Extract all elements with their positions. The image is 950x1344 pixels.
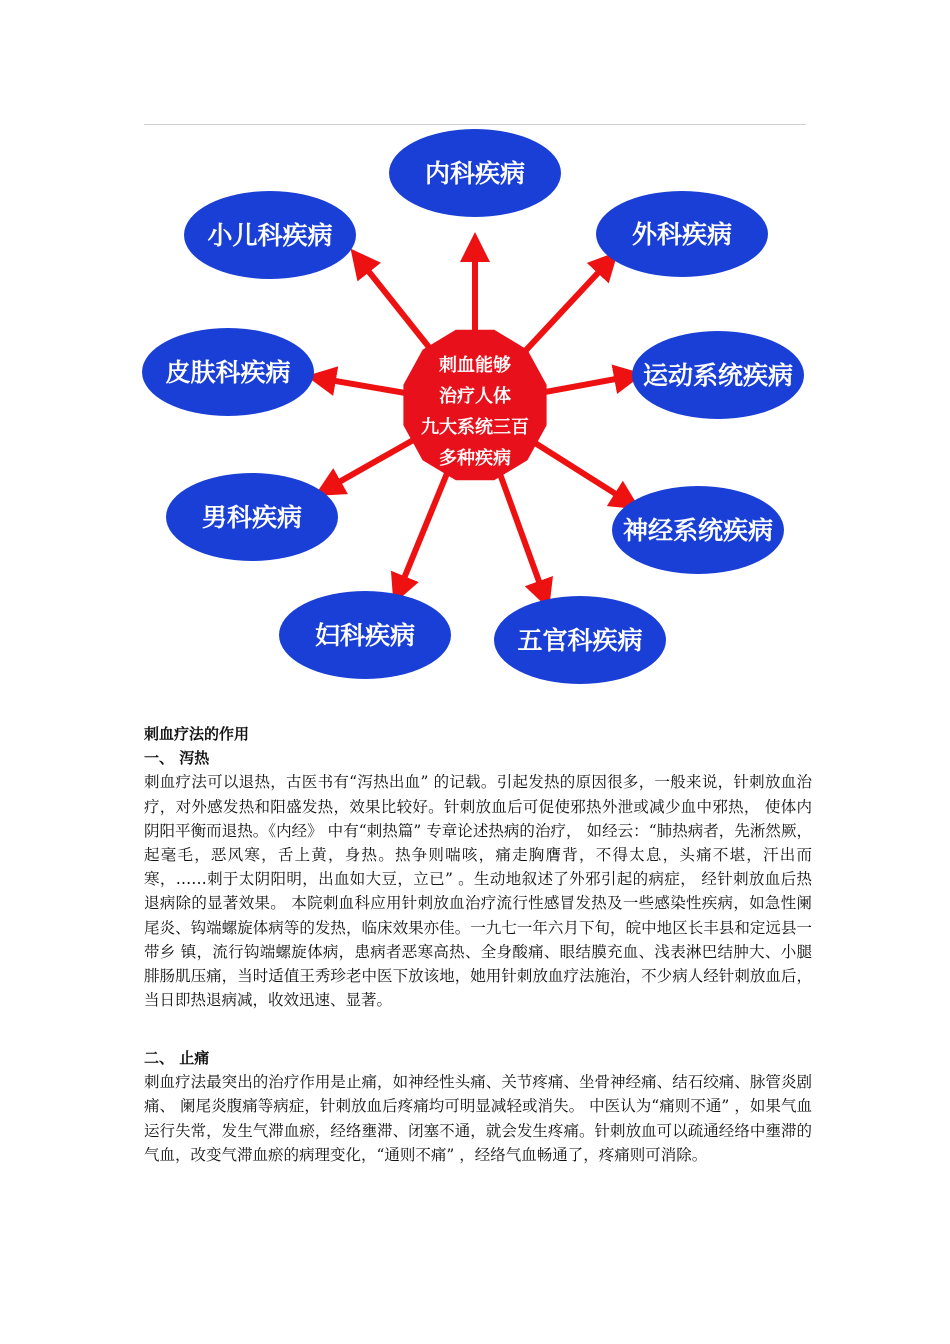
node-4	[612, 486, 784, 574]
center-label-2: 治疗人体	[439, 386, 511, 407]
section2-heading: 二、 止痛	[144, 1049, 210, 1067]
center-label-3: 九大系统三百	[421, 417, 529, 438]
node-label: 内科疾病	[424, 159, 526, 188]
node-3	[632, 331, 804, 419]
node-label: 五官科疾病	[517, 626, 643, 655]
node-label: 男科疾病	[201, 503, 303, 532]
arrow-6	[398, 461, 452, 593]
arrow-8	[318, 378, 416, 395]
disease-diagram	[130, 128, 820, 698]
node-label: 神经系统疾病	[622, 516, 774, 545]
node-label: 运动系统疾病	[642, 361, 794, 390]
top-divider	[144, 124, 806, 125]
node-8	[142, 328, 314, 416]
node-7	[166, 473, 338, 561]
arrow-5	[495, 461, 545, 598]
arrow-2	[516, 260, 610, 361]
arrow-3	[534, 376, 632, 394]
arrow-7	[325, 435, 423, 490]
section1-body: 刺血疗法可以退热，古医书有“泻热出血” 的记载。引起发热的原因很多，一般来说，针刺放血治疗，对外感发热和阳盛发热，效果比较好。针刺放血后可促使邪热外泄或减少血中邪热， 使体内阴阳平衡而退热。《内经》 中有“刺热篇” 专章论述热病的治疗， 如经云：“肺热病者，先淅然厥，起毫毛，恶风寒，舌上黄，身热。热争则喘咳，痛走胸膺背，不得太息，头痛不堪，汗出而寒，……刺于太阴阳明，出血如大豆，立已” 。生动地叙述了外邪引起的病症， 经针刺放血后热退病除的显著效果。 本院刺血科应用针刺放血治疗流行性感冒发热及一些感染性疾病，如急性阑尾炎、钩端螺旋体病等的发热，临床效果亦佳。一九七一年六月下旬，皖中地区长丰县和定远县一带乡 镇，流行钩端螺旋体病，患病者恶寒高热、全身酸痛、眼结膜充血、浅表淋巴结肿大、小腿腓肠肌压痛，当时适值王秀珍老中医下放该地，她用针刺放血疗法施治，不少病人经针刺放血后，当日即热退病减，收效迅速、显著。	[144, 773, 812, 1010]
diagram-svg	[130, 128, 820, 698]
section2-body: 刺血疗法最突出的治疗作用是止痛，如神经性头痛、关节疼痛、坐骨神经痛、结石绞痛、脉管炎剧痛、 阑尾炎腹痛等病症，针刺放血后疼痛均可明显减轻或消失。 中医认为“痛则不通” ，如果气血运行失常，发生气滞血瘀，经络壅滞、闭塞不通，就会发生疼痛。针刺放血可以疏通经络中壅滞的气血，改变气滞血瘀的病理变化，“通则不痛” ，经络气血畅通了，疼痛则可消除。	[144, 1073, 812, 1164]
node-label: 皮肤科疾病	[165, 358, 291, 387]
section-title: 刺血疗法的作用	[144, 725, 250, 743]
node-2	[596, 191, 768, 277]
node-9	[184, 191, 356, 279]
arrow-4	[526, 437, 630, 503]
node-label: 外科疾病	[631, 220, 733, 249]
node-1	[389, 129, 561, 217]
node-6	[279, 591, 451, 679]
arrow-9	[358, 258, 438, 358]
section1-heading: 一、 泻热	[144, 749, 210, 768]
node-label: 小儿科疾病	[207, 221, 333, 250]
node-5	[494, 596, 666, 684]
center-label-1: 刺血能够	[439, 355, 511, 376]
node-label: 妇科疾病	[314, 621, 416, 650]
center-label-4: 多种疾病	[439, 448, 511, 469]
